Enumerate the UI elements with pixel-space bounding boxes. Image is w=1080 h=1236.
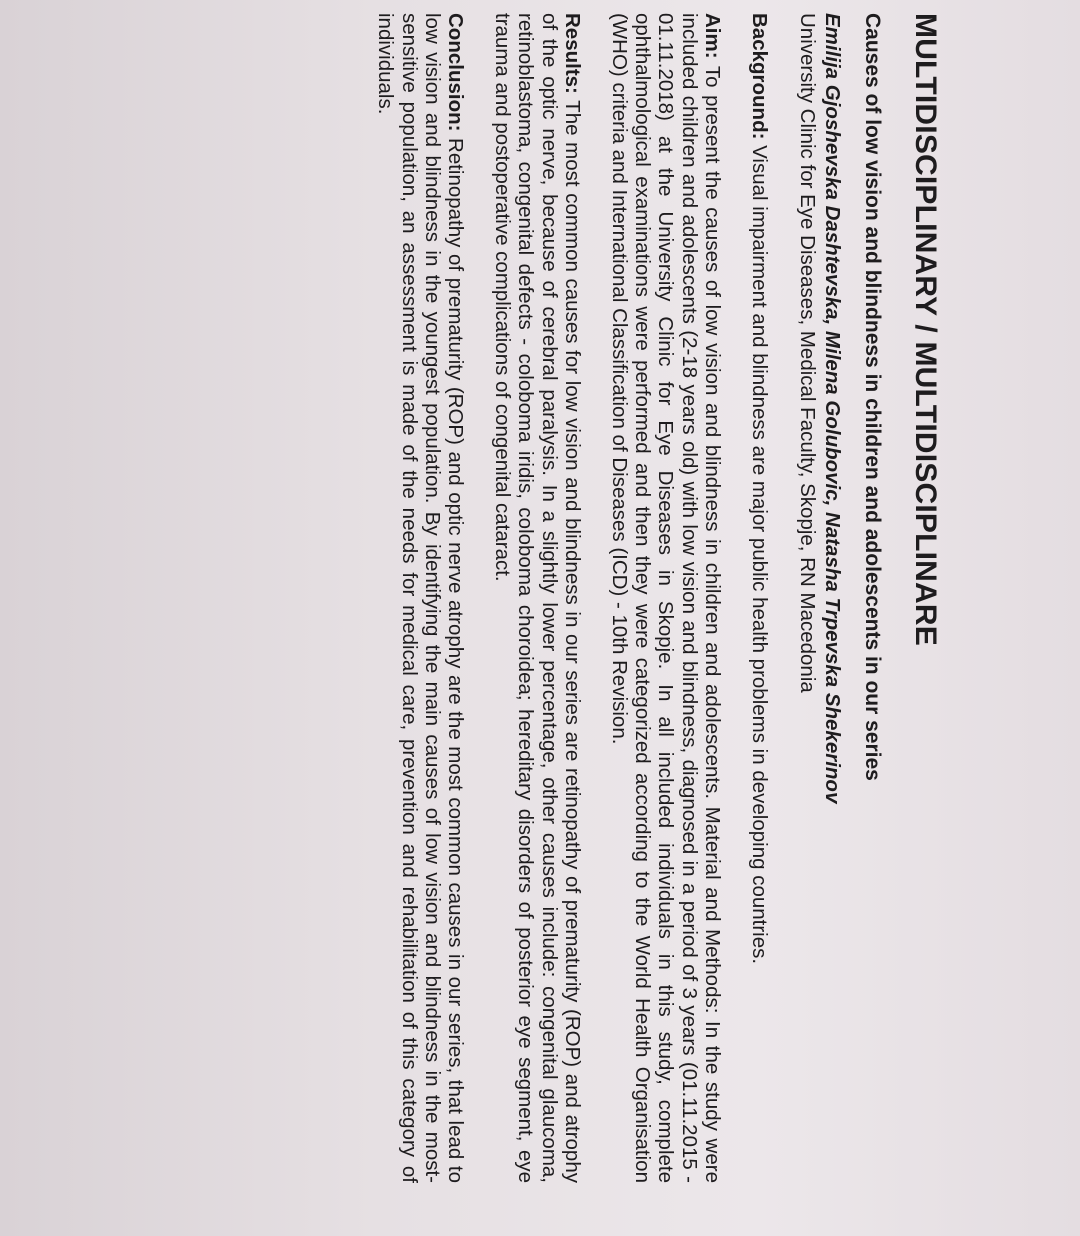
aim-paragraph (608, 13, 724, 1183)
background-paragraph (748, 13, 771, 1183)
conclusion-paragraph (374, 13, 467, 1183)
conclusion-text: Retinopathy of prematurity (ROP) and optic nerve atrophy are the most common causes in our series, that lead to low vision and blindness in the youngest population. By identifying the main causes of low vision and blindness in the most-sensitive population, an assessment is made of the needs for medical care, prevention and rehabilitation of this category of individuals. (374, 13, 467, 1183)
aim-text: To present the causes of low vision and blindness in children and adolescents. Material and Methods: In the study were included children and adolescents (2-18 years old) with low vision and blindness, diagnosed in a period of 3 years (01.11.2015 - 01.11.2018) at the University Clinic for Eye Diseases in Skopje. In all included individuals in this study, complete ophthalmological examinations were performed and then they were categorized according to the World Health Organisation (WHO) criteria and International Classification of Diseases (ICD) - 10th Revision. (607, 13, 724, 1183)
aim-label: Aim: (700, 13, 724, 59)
affiliation: University Clinic for Eye Diseases, Medical Faculty, Skopje, RN Macedonia (796, 13, 819, 693)
abstract-title: Causes of low vision and blindness in children and adolescents in our series (861, 13, 884, 781)
results-label: Results: (560, 13, 584, 94)
section-header: MULTIDISCIPLINARY / MULTIDISCIPLINARE (909, 13, 942, 646)
rotated-text-block (35, 13, 1045, 1223)
results-text: The most common causes for low vision and blindness in our series are retinopathy of prematurity (ROP) and atrophy of the optic nerve, because of cerebral paralysis. In a slightly lower percentage, other causes include: congenital glaucoma, retinoblastoma, congenital defects - coloboma iridis, coloboma choroidea; hereditary disorders of posterior eye segment, eye trauma and postoperative complications of congenital cataract. (491, 13, 584, 1183)
results-paragraph (491, 13, 584, 1183)
background-label: Background: (748, 13, 771, 140)
conclusion-label: Conclusion: (443, 13, 467, 132)
background-text: Visual impairment and blindness are major public health problems in developing countries. (748, 139, 771, 965)
authors: Emilija Gjoshevska Dashtevska, Milena Golubovic, Natasha Trpevska Shekerinov (821, 13, 844, 804)
